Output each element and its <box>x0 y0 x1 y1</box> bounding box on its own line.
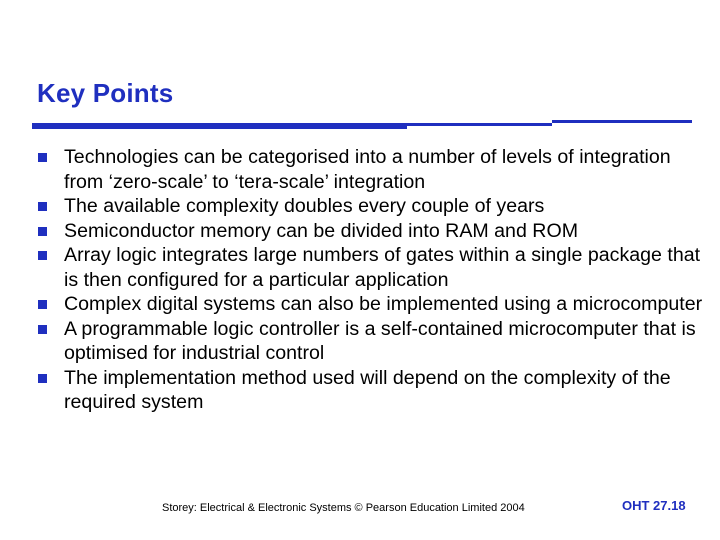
footer-page-number: OHT 27.18 <box>622 498 686 513</box>
list-item <box>38 194 703 219</box>
bullet-text: Array logic integrates large numbers of gates within a single package that is then configured for a particular application <box>64 244 701 291</box>
square-bullet-icon <box>38 251 47 260</box>
list-item <box>38 219 703 244</box>
list-item <box>38 366 703 415</box>
list-item <box>38 243 703 292</box>
square-bullet-icon <box>38 153 47 162</box>
list-item <box>38 292 703 317</box>
list-item <box>38 145 703 194</box>
bullet-text: Complex digital systems can also be implemented using a microcomputer <box>64 293 703 315</box>
bullet-text: The implementation method used will depend on the complexity of the required system <box>64 366 671 413</box>
footer-source: Storey: Electrical & Electronic Systems © Pearson Education Limited 2004 <box>162 502 525 514</box>
square-bullet-icon <box>38 202 47 211</box>
square-bullet-icon <box>38 325 47 334</box>
bullet-text: The available complexity doubles every couple of years <box>64 195 545 217</box>
list-item <box>38 317 703 366</box>
square-bullet-icon <box>38 300 47 309</box>
title-underline <box>32 120 692 129</box>
bullet-text: A programmable logic controller is a self-contained microcomputer that is optimised for industrial control <box>64 317 696 364</box>
square-bullet-icon <box>38 374 47 383</box>
bullet-text: Technologies can be categorised into a number of levels of integration from ‘zero-scale’ to ‘tera-scale’ integration <box>64 146 671 193</box>
square-bullet-icon <box>38 227 47 236</box>
bullet-text: Semiconductor memory can be divided into RAM and ROM <box>64 219 579 242</box>
key-points-list <box>38 145 703 415</box>
slide-title: Key Points <box>37 78 174 108</box>
